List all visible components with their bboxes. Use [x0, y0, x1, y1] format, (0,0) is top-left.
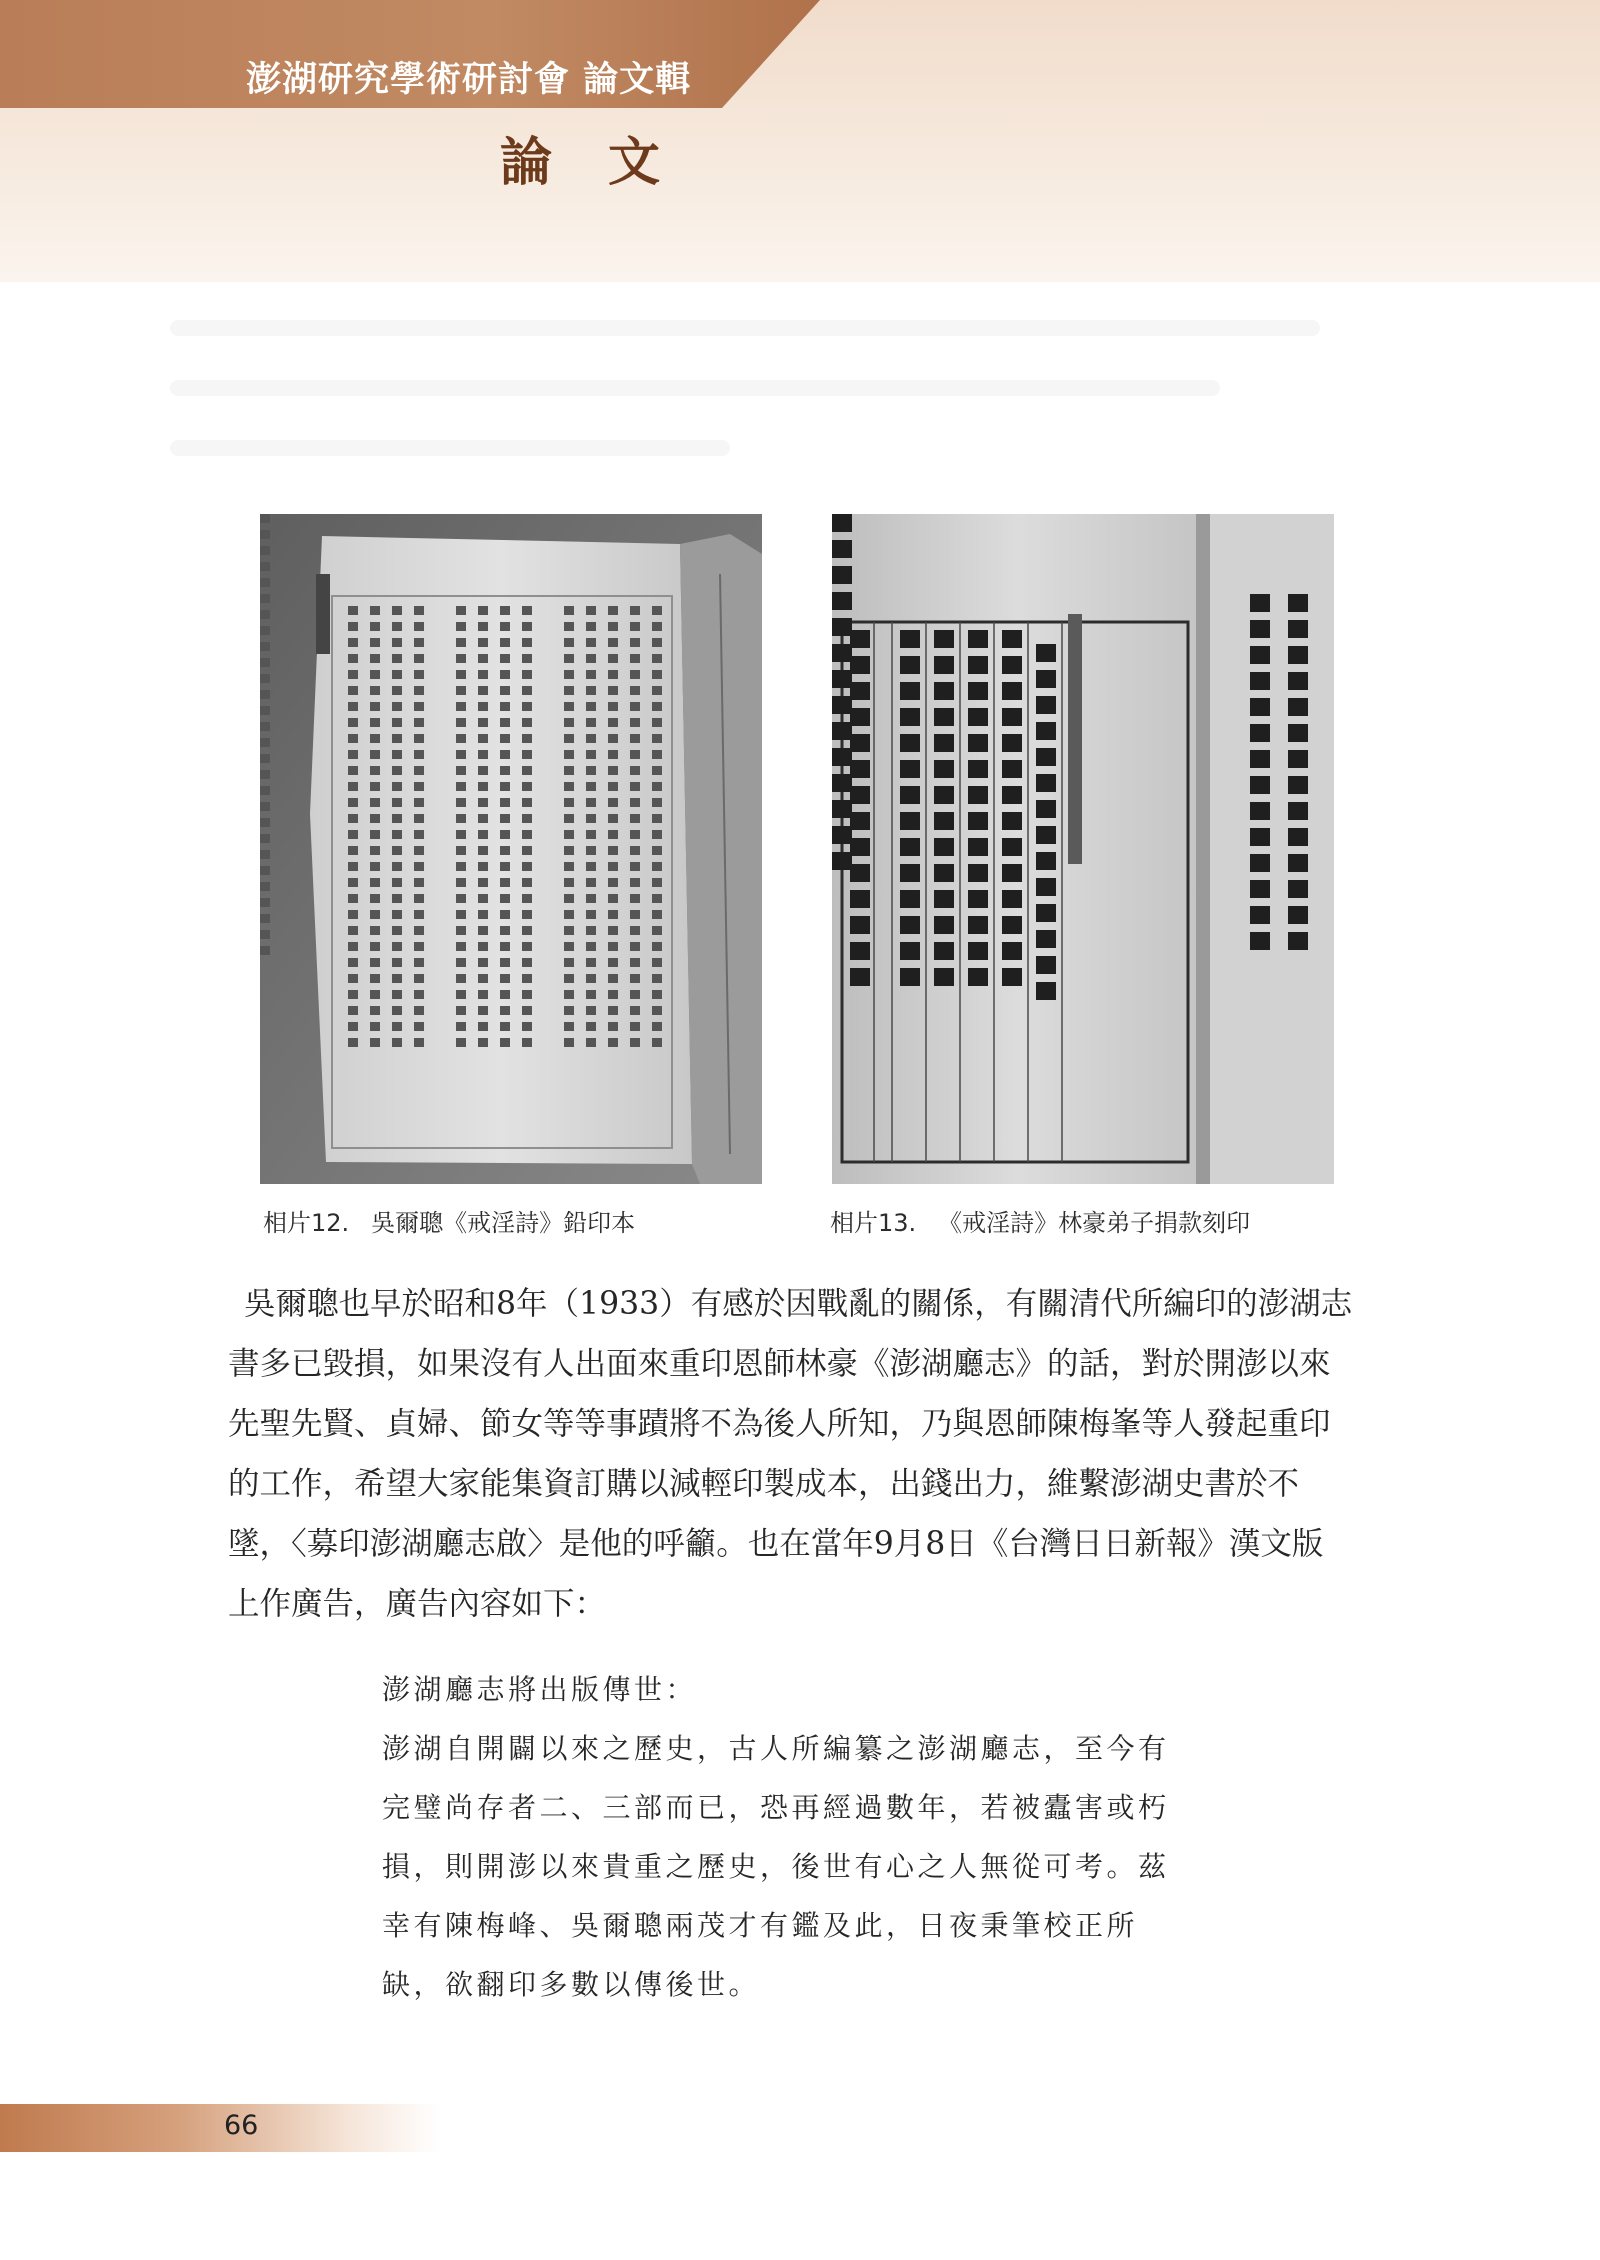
section-label: 論文 [500, 132, 717, 193]
body-line: 先聖先賢、貞婦、節女等等事蹟將不為後人所知，乃與恩師陳梅峯等人發起重印 [228, 1406, 1331, 1442]
quote-line: 幸有陳梅峰、吳爾聰兩茂才有鑑及此，日夜秉筆校正所 [382, 1909, 1139, 1942]
photo-12-lead-print-book [260, 514, 762, 1184]
quote-line: 澎湖廳志將出版傳世： [382, 1673, 698, 1706]
body-line: 吳爾聰也早於昭和8年（1933）有感於因戰亂的關係，有關清代所編印的澎湖志 [244, 1286, 1353, 1322]
photo-13-woodblock-donor-list [832, 514, 1334, 1184]
photo-12-caption-number: 相片12. [263, 1209, 350, 1237]
body-paragraph [228, 1274, 1388, 1634]
body-line: 墜，〈募印澎湖廳志啟〉是他的呼籲。也在當年9月8日《台灣日日新報》漢文版 [228, 1526, 1324, 1562]
photo-12-caption-text: 吳爾聰《戒淫詩》鉛印本 [371, 1209, 636, 1237]
body-line: 上作廣告，廣告內容如下： [228, 1586, 607, 1622]
photo-13-caption-number: 相片13. [830, 1209, 917, 1237]
quote-line: 損，則開澎以來貴重之歷史，後世有心之人無從可考。茲 [382, 1850, 1170, 1883]
quote-line: 完璧尚存者二、三部而已，恐再經過數年，若被蠹害或朽 [382, 1791, 1170, 1824]
page-number: 66 [224, 2110, 259, 2141]
photo-12-caption [263, 1203, 635, 1238]
show-through-text [170, 320, 1400, 500]
photo-13-caption [830, 1203, 1250, 1238]
body-line: 書多已毀損，如果沒有人出面來重印恩師林豪《澎湖廳志》的話，對於開澎以來 [228, 1346, 1331, 1382]
body-line: 的工作，希望大家能集資訂購以減輕印製成本，出錢出力，維繫澎湖史書於不 [228, 1466, 1300, 1502]
advertisement-quote [382, 1660, 1262, 2014]
photo-13-image [832, 514, 1334, 1184]
photo-12-image [260, 514, 762, 1184]
photo-13-caption-text: 《戒淫詩》林豪弟子捐款刻印 [938, 1209, 1251, 1237]
quote-line: 澎湖自開闢以來之歷史，古人所編纂之澎湖廳志，至今有 [382, 1732, 1170, 1765]
footer-bar [0, 2104, 440, 2152]
journal-title: 澎湖研究學術研討會 論文輯 [246, 59, 692, 100]
quote-line: 缺，欲翻印多數以傳後世。 [382, 1968, 761, 2001]
